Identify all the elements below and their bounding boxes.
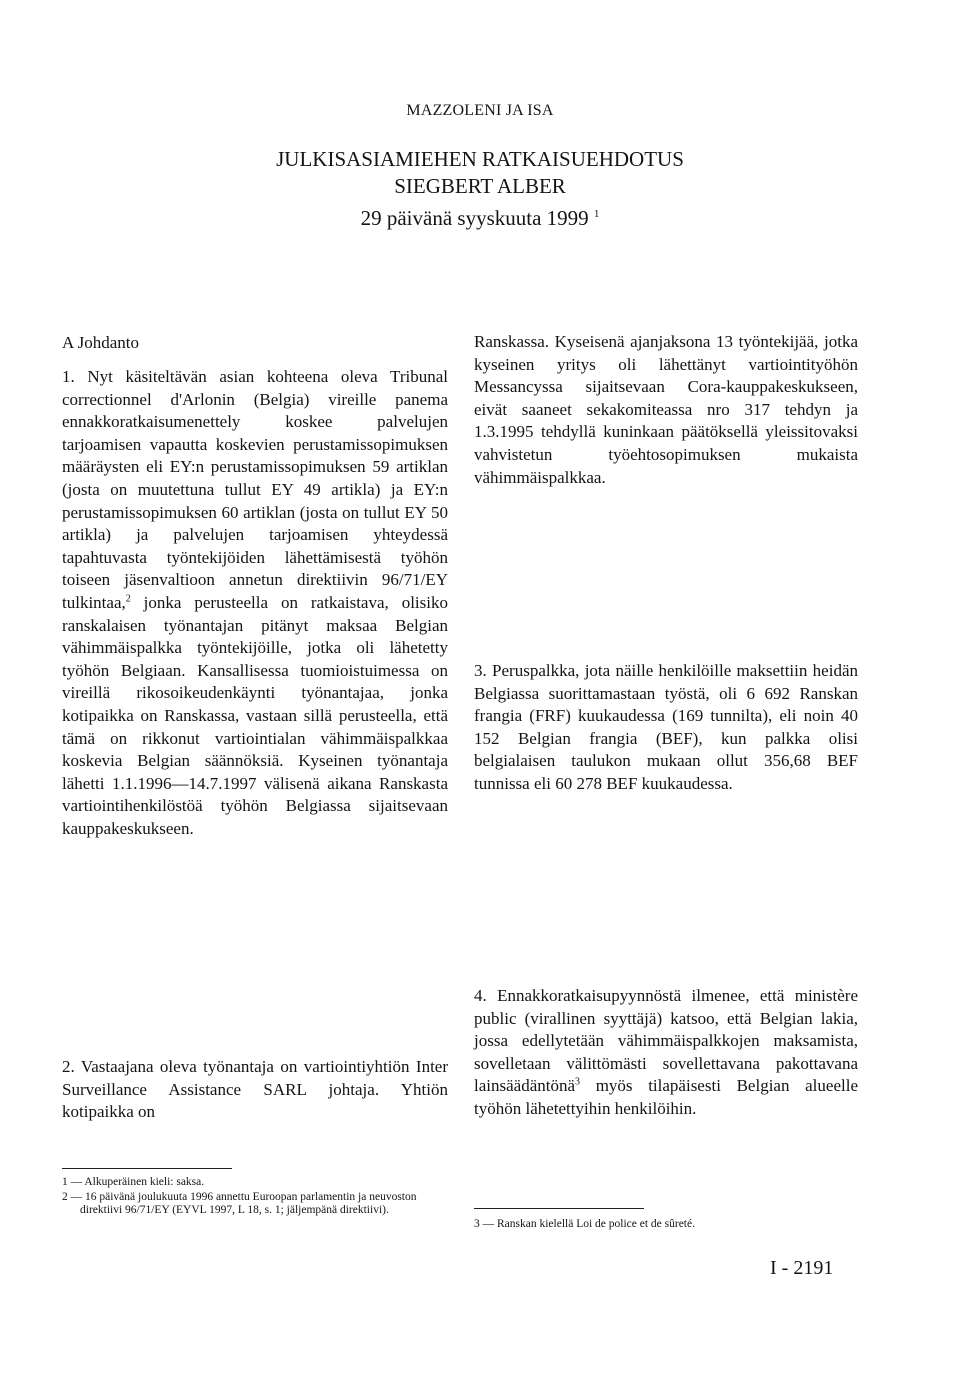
paragraph-4-text: 4. Ennakkoratkaisupyynnöstä ilmenee, että ministère public (virallinen syyttäjä) katsoo, että Belgian lakia, jossa edellytetään vähimmäispalkkojen maksamista, sovelletaan välittömästi sovellettavana pakottavana lainsäädäntönä <box>474 986 858 1096</box>
section-heading: A Johdanto <box>62 333 139 352</box>
running-head: MAZZOLENI JA ISA <box>406 102 554 119</box>
right-column-p3 <box>474 660 858 796</box>
paragraph-3: 3. Peruspalkka, jota näille henkilöille maksettiin heidän Belgiassa suorittamastaan työstä, oli 6 692 Ranskan frangia (FRF) kuukaudessa (169 tunnilta), eli noin 40 152 Belgian frangia (BEF), kun palkka olisi belgialaisen taulukon mukaan ollut 356,68 BEF tunnissa eli 60 278 BEF kuukaudessa. <box>474 661 858 793</box>
paragraph-4-tail: myös tilapäisesti Belgian alueelle työhön lähetettyihin henkilöihin. <box>474 1076 858 1118</box>
date-text: 29 päivänä syyskuuta 1999 <box>360 206 589 230</box>
footnote-2: 2 — 16 päivänä joulukuuta 1996 annettu Euroopan parlamentin ja neuvoston direktiivi 96/71/EY (EYVL 1997, L 18, s. 1; jäljempänä direktiivi). <box>62 1191 417 1216</box>
right-column-p4 <box>474 985 858 1121</box>
right-column <box>474 331 858 489</box>
document-date <box>0 206 960 231</box>
footnotes-left <box>62 1176 452 1219</box>
paragraph-2-continued: Ranskassa. Kyseisenä ajanjaksona 13 työntekijää, jotka kyseinen yritys oli lähettänyt vartiointityöhön Messancyssa sijaitsevaan Cora-kauppakeskukseen, eivät saaneet sekakomiteassa nro 317 tehdyn ja 1.3.1995 tehdyllä kuninkaan päätöksellä yleissitovaksi vahvistetun työehtosopimuksen mukaista vähimmäispalkkaa. <box>474 332 858 487</box>
paragraph-4 <box>474 985 858 1121</box>
paragraph-1-text: 1. Nyt käsiteltävän asian kohteena oleva Tribunal correctionnel d'Arlonin (Belgia) vireille panema ennakkoratkaisumenettely koskee palvelujen tarjoamisen vapautta koskevien perustamissopimuksen määräysten eli EY:n perustamissopimuksen 59 artiklan (josta on muutettuna tullut EY 49 artikla) ja EY:n perustamissopimuksen 60 artiklan (josta on tullut EY 50 artikla) ja palvelujen tarjoamisen yhteydessä tapahtuvasta työntekijöiden lähettämisestä työhön toiseen jäsenvaltioon annetun direktiivin 96/71/EY tulkintaa, <box>62 367 448 612</box>
footnote-ref-3: 3 <box>575 1076 581 1088</box>
footnote-ref-2: 2 <box>125 593 131 605</box>
footnote-1: 1 — Alkuperäinen kieli: saksa. <box>62 1176 205 1188</box>
title-line-1: JULKISASIAMIEHEN RATKAISUEHDOTUS <box>276 147 684 171</box>
document-title <box>0 146 960 200</box>
paragraph-1-tail: jonka perusteella on ratkaistava, olisiko ranskalaisen työnantajan pitänyt maksaa Belgian vähimmäispalkka työntekijöille, jotka oli lähetetty työhön Belgiaan. Kansallisessa tuomioistuimessa on vireillä rikosoikeudenkäynti työnantajaa, jonka kotipaikka on Ranskassa, vastaan sillä perusteella, että tämä on rikkonut vartiointialan vähimmäispalkkaa koskevia Belgian säännöksiä. Kyseinen työnantaja lähetti 1.1.1996—14.7.1997 välisenä aikana Ranskasta vartiointihenkilöstöä työhön Belgiassa sijaitsevaan kauppakeskukseen. <box>62 592 448 838</box>
footnote-divider-right <box>474 1208 644 1209</box>
title-line-2: SIEGBERT ALBER <box>394 174 566 198</box>
paragraph-2: 2. Vastaajana oleva työnantaja on vartiointiyhtiön Inter Surveillance Assistance SARL johtaja. Yhtiön kotipaikka on <box>62 1057 448 1122</box>
paragraph-1 <box>62 366 448 840</box>
left-column-lower <box>62 1056 448 1124</box>
footnote-divider-left <box>62 1168 232 1169</box>
footnotes-right <box>474 1218 858 1233</box>
left-column <box>62 366 448 840</box>
footnote-ref-1: 1 <box>593 208 600 220</box>
footnote-3: 3 — Ranskan kielellä Loi de police et de sûreté. <box>474 1218 695 1230</box>
page-number: I - 2191 <box>770 1257 834 1279</box>
